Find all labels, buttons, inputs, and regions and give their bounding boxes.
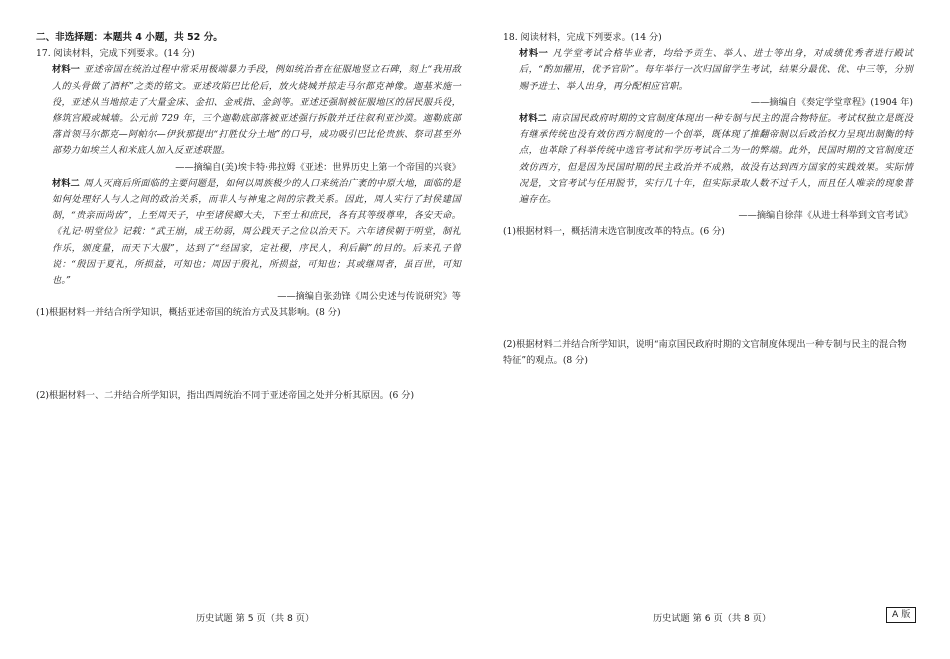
question-18-title: 18. 阅读材料，完成下列要求。(14 分) [503,32,662,43]
q17-material-1 [36,62,461,159]
section-heading: 二、非选择题：本题共 4 小题，共 52 分。 [36,32,223,43]
q17-material-2 [36,176,461,289]
q18-material-2-source: ——摘编自徐萍《从进士科举到文官考试》 [738,210,913,222]
q17-subquestion-2: (2)根据材料一、二并结合所学知识，指出西周统治不同于亚述帝国之处并分析其原因。(6 分) [36,389,415,401]
material-text: 周人灭商后所面临的主要问题是，如何以周族极少的人口来统治广袤的中原大地，面临的是如何处理好人与人之间的政治关系，而非人与神鬼之间的宗教关系。因此，周人实行了封侯建国制，“贵亲而尚齿”，上至周天子，中至诸侯卿大夫，下至士和庶民，各有其等级尊卑，各安天命。《礼记·明堂位》记载：“武王崩，成王幼弱，周公践天子之位以治天下。六年诸侯朝于明堂，制礼作乐，颁度量，而天下大服”，达到了“经国家，定社稷，序民人，利后嗣”的目的。后来孔子曾说：“殷因于夏礼，所损益，可知也；周因于殷礼，所损益，可知也；其或继周者，虽百世，可知也。” [52,177,462,287]
material-label: 材料一 [52,64,81,76]
material-label: 材料一 [519,48,549,60]
page-footer-left: 历史试题 第 5 页（共 8 页） [196,613,315,624]
version-badge: A 版 [886,607,916,623]
answer-space [503,241,913,337]
material-text: 亚述帝国在统治过程中常采用极端暴力手段，例如统治者在征服地竖立石碑，刻上“我用敌人的头骨做了酒杯”之类的铭文。亚述攻陷巴比伦后，放火烧城并掠走马尔都克神像。迦基米施一役，亚述从当地掠走了大量金床、金扣、金戒指、金剑等。亚述还强制被征服地区的居民服兵役，修筑宫殿或城墙。公元前 729 年，三个迦勒底部落被亚述强行拆散并迁往叙利亚沙漠。迦勒底部落首领马尔都克—阿帕尔—伊狄那提出“打胜仗分土地”的口号，成功吸引巴比伦贵族、祭司甚至外部势力如埃兰人和米底人加入反亚述联盟。 [52,64,462,157]
q18-subquestion-2: (2)根据材料二并结合所学知识，说明“南京国民政府时期的文官制度体现出一种专制与民主的混合物特征”的观点。(8 分) [503,338,907,366]
q18-material-1 [503,46,913,95]
page-footer-right: 历史试题 第 6 页（共 8 页） [653,613,772,624]
material-text: 南京国民政府时期的文官制度体现出一种专制与民主的混合物特征。考试权独立是既没有继承传统也没有效仿西方制度的一个创举，既体现了推翻帝制以后政治权力呈现出制衡的特点，也革除了科举传统中选官考试和学历考试合二为一的弊端。此外，民国时期的文官制度还效仿西方，但是因为民国时期的民主政治并不成熟，故没有达到西方国家的实践效果。实际情况是，文官考试与任用脱节，实行几十年，但实际录取人数不过千人，而且任人唯亲的现象普遍存在。 [519,113,913,206]
q17-material-1-source: ——摘编自(美)埃卡特·弗拉姆《亚述：世界历史上第一个帝国的兴衰》 [175,161,461,173]
left-page [36,30,461,404]
q17-subquestion-1: (1)根据材料一并结合所学知识，概括亚述帝国的统治方式及其影响。(8 分) [36,307,341,319]
material-text: 凡学堂考试合格毕业者，均给予贡生、举人、进士等出身，对成绩优秀者进行殿试后，“酌加擢用，优予官阶”。每年举行一次归国留学生考试，结果分最优、优、中三等，分别赐予进士、举人出身，再分配相应官职。 [519,48,913,92]
right-page [503,30,913,369]
material-label: 材料二 [52,177,80,189]
q17-material-2-source: ——摘编自张劲锋《周公史述与传说研究》等 [277,291,461,303]
q18-material-1-source: ——摘编自《奏定学堂章程》(1904 年) [750,96,913,108]
question-17-title: 17. 阅读材料，完成下列要求。(14 分) [36,48,195,60]
answer-space [36,322,461,388]
q18-material-2 [503,111,913,208]
q18-subquestion-1: (1)根据材料一，概括清末选官制度改革的特点。(6 分) [503,226,725,238]
material-label: 材料二 [519,113,547,125]
